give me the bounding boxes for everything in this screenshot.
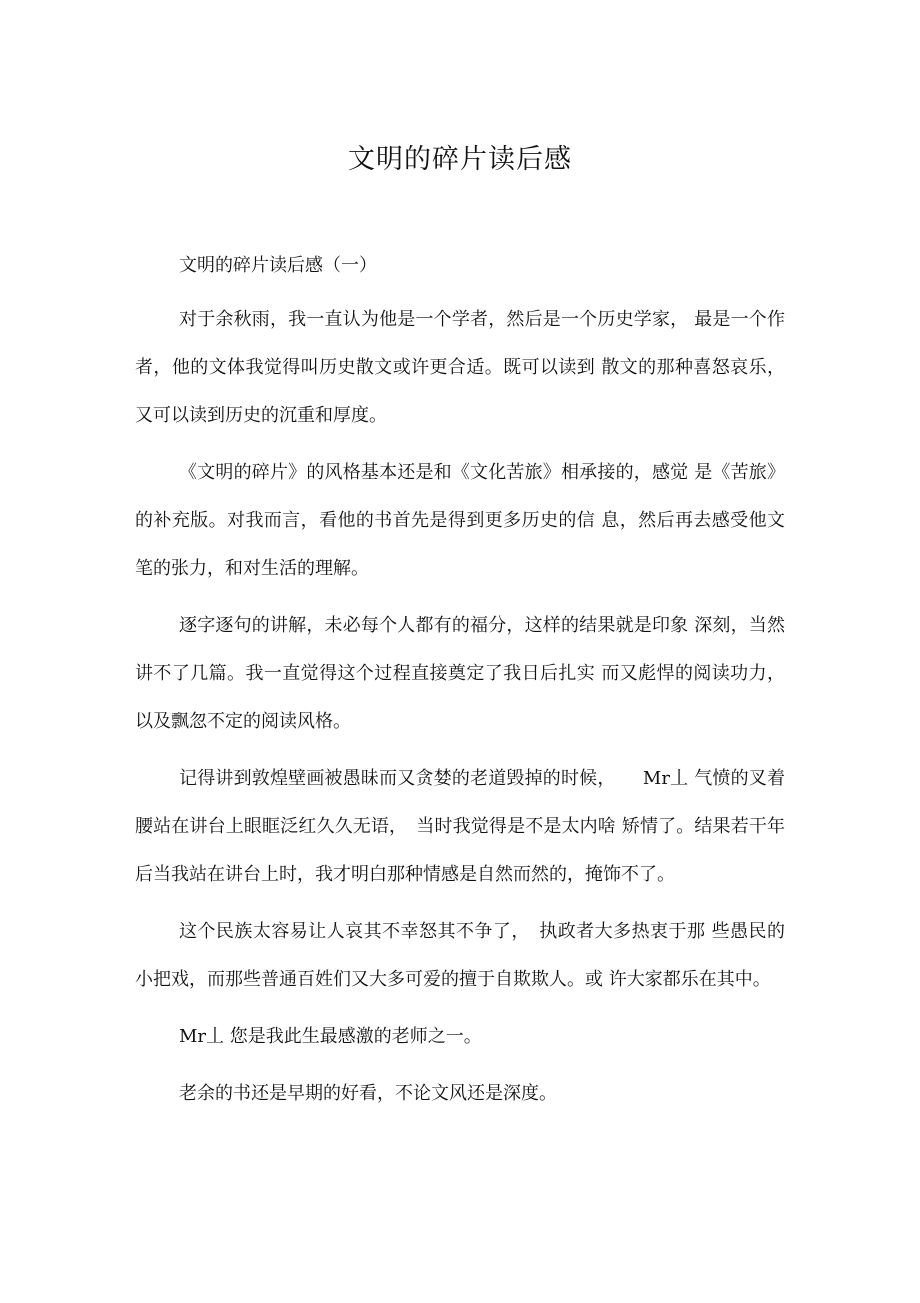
- document-body: [135, 242, 785, 1127]
- paragraph: 记得讲到敦煌壁画被愚昧而又贪婪的老道毁掉的时候， Mr丄 气愤的叉着腰站在讲台上眼眶泛红久久无语， 当时我觉得是不是太内啥 矫情了。结果若干年后当我站在讲台上时，我才明白那种情感是自然而然的，掩饰不了。: [135, 768, 785, 885]
- section-heading: 文明的碎片读后感（一）: [179, 255, 377, 276]
- paragraph: 《文明的碎片》的风格基本还是和《文化苦旅》相承接的，感觉 是《苦旅》的补充版。对我而言，看他的书首先是得到更多历史的信 息，然后再去感受他文笔的张力，和对生活的理解。: [135, 462, 785, 579]
- document-title: 文明的碎片读后感: [348, 144, 572, 175]
- paragraph: 逐字逐句的讲解，未必每个人都有的福分，这样的结果就是印象 深刻，当然讲不了几篇。我一直觉得这个过程直接奠定了我日后扎实 而又彪悍的阅读功力，以及飘忽不定的阅读风格。: [135, 615, 785, 732]
- paragraph: 对于余秋雨，我一直认为他是一个学者，然后是一个历史学家， 最是一个作者，他的文体我觉得叫历史散文或许更合适。既可以读到 散文的那种喜怒哀乐，又可以读到历史的沉重和厚度。: [135, 309, 785, 426]
- paragraph: 这个民族太容易让人哀其不幸怒其不争了， 执政者大多热衷于那 些愚民的小把戏，而那些普通百姓们又大多可爱的擅于自欺欺人。或 许大家都乐在其中。: [135, 921, 785, 990]
- paragraph: Mr丄 您是我此生最感激的老师之一。: [179, 1026, 482, 1047]
- paragraph: 老余的书还是早期的好看，不论文风还是深度。: [179, 1083, 557, 1104]
